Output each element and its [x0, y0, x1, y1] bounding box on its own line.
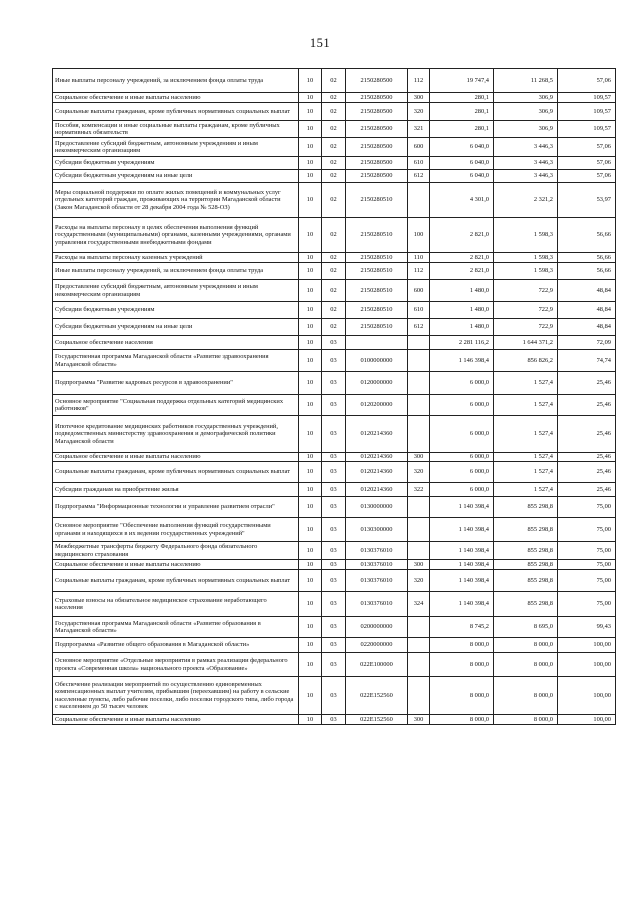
cell-vr: [408, 518, 430, 542]
cell-csr: 0130000000: [346, 497, 408, 518]
cell-vr: 322: [408, 483, 430, 497]
cell-pr: 02: [322, 103, 346, 121]
cell-vr: 300: [408, 93, 430, 103]
cell-vr: 600: [408, 138, 430, 157]
cell-pr: 02: [322, 138, 346, 157]
cell-csr: 2150280510: [346, 263, 408, 280]
cell-fact: 1 527,4: [494, 483, 558, 497]
cell-fact: 1 527,4: [494, 372, 558, 395]
table-row: [53, 183, 616, 218]
cell-vr: [408, 416, 430, 453]
cell-name: Социальное обеспечение и иные выплаты населению: [53, 560, 299, 570]
cell-fact: 722,9: [494, 319, 558, 336]
cell-vr: 324: [408, 592, 430, 617]
cell-rz: 10: [299, 183, 322, 218]
cell-name: Иные выплаты персоналу учреждений, за исключением фонда оплаты труда: [53, 69, 299, 93]
cell-pct: 75,00: [558, 560, 616, 570]
cell-csr: 2150280500: [346, 93, 408, 103]
cell-csr: 2150280500: [346, 170, 408, 183]
cell-pct: 48,84: [558, 302, 616, 319]
cell-fact: 8 000,0: [494, 715, 558, 725]
cell-vr: [408, 350, 430, 372]
cell-vr: 300: [408, 560, 430, 570]
cell-rz: 10: [299, 497, 322, 518]
cell-csr: 0200000000: [346, 617, 408, 638]
cell-pr: 02: [322, 170, 346, 183]
cell-vr: [408, 395, 430, 416]
cell-pct: 75,00: [558, 497, 616, 518]
cell-pct: 57,06: [558, 138, 616, 157]
cell-vr: 612: [408, 170, 430, 183]
cell-vr: 600: [408, 280, 430, 302]
cell-fact: 306,9: [494, 103, 558, 121]
cell-pct: 75,00: [558, 592, 616, 617]
cell-name: Социальное обеспечение и иные выплаты населению: [53, 93, 299, 103]
cell-rz: 10: [299, 170, 322, 183]
cell-plan: 2 821,0: [430, 263, 494, 280]
table-row: [53, 157, 616, 170]
cell-pct: 100,00: [558, 715, 616, 725]
cell-fact: 8 000,0: [494, 677, 558, 715]
cell-csr: 0130376010: [346, 542, 408, 560]
cell-rz: 10: [299, 350, 322, 372]
table-row: [53, 518, 616, 542]
cell-vr: 320: [408, 103, 430, 121]
cell-rz: 10: [299, 617, 322, 638]
cell-plan: 6 000,0: [430, 483, 494, 497]
cell-pr: 03: [322, 336, 346, 350]
cell-rz: 10: [299, 69, 322, 93]
cell-pct: 100,00: [558, 653, 616, 677]
cell-name: Ипотечное кредитование медицинских работников государственных учреждений, подведомственных министерству здравоохранения и демографической политики Магаданской области: [53, 416, 299, 453]
cell-pct: 75,00: [558, 518, 616, 542]
cell-fact: 722,9: [494, 302, 558, 319]
cell-csr: 022E100000: [346, 653, 408, 677]
table-row: [53, 121, 616, 138]
cell-csr: 0100000000: [346, 350, 408, 372]
cell-rz: 10: [299, 138, 322, 157]
cell-name: Субсидии бюджетным учреждениям: [53, 157, 299, 170]
cell-pct: 25,46: [558, 453, 616, 462]
cell-pct: 48,84: [558, 280, 616, 302]
cell-name: Межбюджетные трансферты бюджету Федерального фонда обязательного медицинского страхования: [53, 542, 299, 560]
cell-name: Социальное обеспечение и иные выплаты населению: [53, 715, 299, 725]
cell-fact: 1 527,4: [494, 416, 558, 453]
cell-vr: 612: [408, 319, 430, 336]
cell-pct: 56,66: [558, 253, 616, 263]
cell-name: Социальные выплаты гражданам, кроме публичных нормативных социальных выплат: [53, 462, 299, 483]
cell-name: Страховые взносы на обязательное медицинское страхование неработающего населения: [53, 592, 299, 617]
cell-name: Субсидии бюджетным учреждениям на иные цели: [53, 170, 299, 183]
cell-name: Подпрограмма "Развитие кадровых ресурсов в здравоохранении": [53, 372, 299, 395]
cell-plan: 19 747,4: [430, 69, 494, 93]
cell-csr: 2150280510: [346, 280, 408, 302]
cell-csr: 0130376010: [346, 560, 408, 570]
cell-rz: 10: [299, 302, 322, 319]
cell-csr: [346, 336, 408, 350]
cell-csr: 2150280510: [346, 302, 408, 319]
cell-csr: 2150280510: [346, 183, 408, 218]
cell-csr: 0120214360: [346, 462, 408, 483]
cell-pct: 74,74: [558, 350, 616, 372]
page-number: 151: [309, 36, 331, 50]
cell-fact: 8 000,0: [494, 653, 558, 677]
cell-pct: 109,57: [558, 103, 616, 121]
table-row: [53, 372, 616, 395]
cell-name: Социальное обеспечение населения: [53, 336, 299, 350]
cell-name: Подпрограмма "Информационные технологии и управление развитием отрасли": [53, 497, 299, 518]
cell-pr: 03: [322, 542, 346, 560]
cell-pr: 02: [322, 319, 346, 336]
cell-pct: 57,06: [558, 157, 616, 170]
cell-pr: 03: [322, 617, 346, 638]
cell-plan: 1 140 398,4: [430, 542, 494, 560]
cell-csr: 0130376010: [346, 592, 408, 617]
cell-plan: 1 480,0: [430, 280, 494, 302]
cell-plan: 1 140 398,4: [430, 570, 494, 592]
cell-name: Государственная программа Магаданской области «Развитие образования в Магаданской области»: [53, 617, 299, 638]
table-row: [53, 218, 616, 253]
cell-fact: 1 598,3: [494, 263, 558, 280]
cell-pct: 25,46: [558, 395, 616, 416]
table-row: [53, 462, 616, 483]
cell-fact: 855 298,8: [494, 570, 558, 592]
cell-pct: 57,06: [558, 170, 616, 183]
cell-plan: 8 000,0: [430, 653, 494, 677]
cell-vr: 610: [408, 157, 430, 170]
cell-csr: 0220000000: [346, 638, 408, 653]
cell-plan: 8 000,0: [430, 715, 494, 725]
table-row: [53, 263, 616, 280]
cell-csr: 2150280500: [346, 103, 408, 121]
cell-vr: [408, 617, 430, 638]
table-row: [53, 350, 616, 372]
budget-table: [52, 68, 616, 725]
cell-rz: 10: [299, 93, 322, 103]
cell-pct: 57,06: [558, 69, 616, 93]
cell-name: Иные выплаты персоналу учреждений, за исключением фонда оплаты труда: [53, 263, 299, 280]
cell-name: Социальные выплаты гражданам, кроме публичных нормативных социальных выплат: [53, 570, 299, 592]
cell-plan: 6 000,0: [430, 395, 494, 416]
cell-pct: 56,66: [558, 263, 616, 280]
cell-pr: 02: [322, 93, 346, 103]
cell-plan: 1 146 398,4: [430, 350, 494, 372]
cell-name: Социальные выплаты гражданам, кроме публичных нормативных социальных выплат: [53, 103, 299, 121]
cell-pr: 03: [322, 592, 346, 617]
cell-pr: 03: [322, 638, 346, 653]
cell-fact: 855 298,8: [494, 497, 558, 518]
cell-fact: 306,9: [494, 93, 558, 103]
cell-csr: 2150280500: [346, 157, 408, 170]
cell-rz: 10: [299, 218, 322, 253]
cell-csr: 2150280510: [346, 218, 408, 253]
cell-fact: 1 644 371,2: [494, 336, 558, 350]
cell-pct: 48,84: [558, 319, 616, 336]
table-row: [53, 395, 616, 416]
cell-pr: 03: [322, 560, 346, 570]
cell-rz: 10: [299, 677, 322, 715]
cell-pct: 72,09: [558, 336, 616, 350]
cell-pct: 100,00: [558, 677, 616, 715]
cell-vr: 320: [408, 570, 430, 592]
cell-name: Субсидии бюджетным учреждениям на иные цели: [53, 319, 299, 336]
cell-rz: 10: [299, 715, 322, 725]
cell-csr: 0130376010: [346, 570, 408, 592]
table-row: [53, 715, 616, 725]
cell-plan: 2 821,0: [430, 253, 494, 263]
cell-fact: 11 268,5: [494, 69, 558, 93]
cell-csr: 0120214360: [346, 453, 408, 462]
cell-fact: 1 598,3: [494, 253, 558, 263]
table-row: [53, 170, 616, 183]
cell-pct: 99,43: [558, 617, 616, 638]
cell-plan: 1 480,0: [430, 319, 494, 336]
cell-name: Основное мероприятие "Обеспечение выполнения функций государственными органами и находящихся в их ведении государственных учреждений": [53, 518, 299, 542]
cell-csr: 2150280500: [346, 121, 408, 138]
cell-plan: 8 000,0: [430, 677, 494, 715]
cell-rz: 10: [299, 263, 322, 280]
cell-rz: 10: [299, 372, 322, 395]
cell-csr: 0120000000: [346, 372, 408, 395]
cell-pr: 02: [322, 263, 346, 280]
table-row: [53, 497, 616, 518]
table-row: [53, 638, 616, 653]
cell-pr: 03: [322, 350, 346, 372]
cell-fact: 2 321,2: [494, 183, 558, 218]
cell-rz: 10: [299, 453, 322, 462]
cell-fact: 3 446,3: [494, 157, 558, 170]
cell-vr: 300: [408, 453, 430, 462]
cell-plan: 1 480,0: [430, 302, 494, 319]
cell-plan: 280,1: [430, 93, 494, 103]
cell-rz: 10: [299, 280, 322, 302]
cell-pr: 02: [322, 280, 346, 302]
cell-pr: 02: [322, 302, 346, 319]
cell-name: Подпрограмма «Развитие общего образования в Магаданской области»: [53, 638, 299, 653]
cell-pct: 25,46: [558, 372, 616, 395]
cell-csr: 0120200000: [346, 395, 408, 416]
cell-pr: 03: [322, 453, 346, 462]
cell-rz: 10: [299, 638, 322, 653]
cell-plan: 280,1: [430, 121, 494, 138]
cell-vr: 112: [408, 263, 430, 280]
cell-rz: 10: [299, 653, 322, 677]
cell-rz: 10: [299, 462, 322, 483]
table-row: [53, 69, 616, 93]
cell-pr: 03: [322, 715, 346, 725]
cell-csr: 0120214360: [346, 416, 408, 453]
cell-name: Предоставление субсидий бюджетным, автономным учреждениям и иным некоммерческим организациям: [53, 280, 299, 302]
cell-plan: 6 000,0: [430, 462, 494, 483]
cell-pr: 02: [322, 253, 346, 263]
cell-rz: 10: [299, 570, 322, 592]
cell-name: Предоставление субсидий бюджетным, автономным учреждениям и иным некоммерческим организациям: [53, 138, 299, 157]
cell-vr: [408, 372, 430, 395]
cell-vr: 112: [408, 69, 430, 93]
cell-name: Субсидии гражданам на приобретение жилья: [53, 483, 299, 497]
cell-rz: 10: [299, 483, 322, 497]
cell-pr: 03: [322, 653, 346, 677]
cell-name: Государственная программа Магаданской области «Развитие здравоохранения Магаданской области»: [53, 350, 299, 372]
cell-name: Основное мероприятие «Отдельные мероприятия в рамках реализации федерального проекта «Современная школа» национального проекта «Образование»: [53, 653, 299, 677]
cell-fact: 856 826,2: [494, 350, 558, 372]
cell-pr: 03: [322, 483, 346, 497]
cell-fact: 8 000,0: [494, 638, 558, 653]
cell-fact: 855 298,8: [494, 542, 558, 560]
cell-fact: 3 446,3: [494, 170, 558, 183]
cell-vr: [408, 336, 430, 350]
table-row: [53, 319, 616, 336]
table-row: [53, 336, 616, 350]
cell-vr: [408, 653, 430, 677]
cell-plan: 280,1: [430, 103, 494, 121]
cell-pct: 25,46: [558, 483, 616, 497]
cell-vr: [408, 677, 430, 715]
cell-plan: 6 040,0: [430, 170, 494, 183]
cell-fact: 855 298,8: [494, 518, 558, 542]
table-row: [53, 560, 616, 570]
cell-pr: 02: [322, 218, 346, 253]
cell-vr: [408, 497, 430, 518]
cell-csr: 022E152560: [346, 715, 408, 725]
cell-vr: 610: [408, 302, 430, 319]
cell-plan: 6 040,0: [430, 157, 494, 170]
cell-rz: 10: [299, 157, 322, 170]
cell-plan: 6 000,0: [430, 372, 494, 395]
cell-rz: 10: [299, 542, 322, 560]
table-row: [53, 542, 616, 560]
cell-vr: 320: [408, 462, 430, 483]
cell-pct: 25,46: [558, 462, 616, 483]
table-row: [53, 653, 616, 677]
cell-pr: 03: [322, 395, 346, 416]
cell-plan: 4 301,0: [430, 183, 494, 218]
cell-csr: 2150280510: [346, 319, 408, 336]
table-row: [53, 416, 616, 453]
cell-rz: 10: [299, 103, 322, 121]
cell-rz: 10: [299, 395, 322, 416]
cell-pct: 100,00: [558, 638, 616, 653]
table-row: [53, 592, 616, 617]
cell-pr: 03: [322, 570, 346, 592]
cell-name: Меры социальной поддержки по оплате жилых помещений и коммунальных услуг отдельных категорий граждан, проживающих на территории Магаданской области (Закон Магаданской области от 28 декабря 2004 года № 528-ОЗ): [53, 183, 299, 218]
cell-name: Основное мероприятие "Социальная поддержка отдельных категорий медицинских работников": [53, 395, 299, 416]
cell-pct: 25,46: [558, 416, 616, 453]
cell-vr: [408, 183, 430, 218]
cell-rz: 10: [299, 121, 322, 138]
cell-csr: 0130300000: [346, 518, 408, 542]
cell-name: Расходы на выплаты персоналу казенных учреждений: [53, 253, 299, 263]
table-row: [53, 677, 616, 715]
cell-name: Социальное обеспечение и иные выплаты населению: [53, 453, 299, 462]
cell-fact: 722,9: [494, 280, 558, 302]
cell-pr: 03: [322, 462, 346, 483]
cell-csr: 022E152560: [346, 677, 408, 715]
cell-csr: 2150280500: [346, 69, 408, 93]
cell-pr: 03: [322, 677, 346, 715]
cell-fact: 1 527,4: [494, 462, 558, 483]
cell-plan: 2 281 116,2: [430, 336, 494, 350]
cell-fact: 855 298,8: [494, 560, 558, 570]
table-row: [53, 280, 616, 302]
table-row: [53, 302, 616, 319]
table-row: [53, 483, 616, 497]
cell-name: Субсидии бюджетным учреждениям: [53, 302, 299, 319]
table-row: [53, 93, 616, 103]
cell-fact: 3 446,3: [494, 138, 558, 157]
table-row: [53, 253, 616, 263]
cell-pr: 03: [322, 497, 346, 518]
cell-rz: 10: [299, 518, 322, 542]
cell-fact: 8 695,0: [494, 617, 558, 638]
cell-plan: 6 040,0: [430, 138, 494, 157]
cell-plan: 6 000,0: [430, 453, 494, 462]
cell-vr: 321: [408, 121, 430, 138]
cell-vr: 110: [408, 253, 430, 263]
cell-rz: 10: [299, 319, 322, 336]
cell-pct: 75,00: [558, 570, 616, 592]
cell-fact: 306,9: [494, 121, 558, 138]
cell-name: Обеспечение реализации мероприятий по осуществлению единовременных компенсационных выплат учителям, прибывшим (переехавшим) на работу в сельские населенные пункты, либо рабочие поселки, либо поселки городского типа, либо города с населением до 50 тысяч человек: [53, 677, 299, 715]
cell-rz: 10: [299, 253, 322, 263]
cell-csr: 2150280510: [346, 253, 408, 263]
cell-plan: 1 140 398,4: [430, 518, 494, 542]
cell-fact: 855 298,8: [494, 592, 558, 617]
cell-fact: 1 527,4: [494, 395, 558, 416]
table-row: [53, 138, 616, 157]
cell-name: Расходы на выплаты персоналу в целях обеспечения выполнения функций государственными (муниципальными) органами, казенными учреждениями, органами управления государственными внебюджетными фондами: [53, 218, 299, 253]
cell-pr: 02: [322, 157, 346, 170]
cell-pct: 56,66: [558, 218, 616, 253]
cell-rz: 10: [299, 560, 322, 570]
cell-vr: 300: [408, 715, 430, 725]
cell-vr: [408, 542, 430, 560]
cell-vr: [408, 638, 430, 653]
cell-rz: 10: [299, 416, 322, 453]
cell-pr: 02: [322, 121, 346, 138]
cell-plan: 8 745,2: [430, 617, 494, 638]
cell-plan: 1 140 398,4: [430, 560, 494, 570]
table-row: [53, 570, 616, 592]
cell-rz: 10: [299, 336, 322, 350]
cell-plan: 6 000,0: [430, 416, 494, 453]
cell-vr: 100: [408, 218, 430, 253]
table-row: [53, 453, 616, 462]
cell-plan: 2 821,0: [430, 218, 494, 253]
cell-pct: 53,97: [558, 183, 616, 218]
cell-pr: 02: [322, 183, 346, 218]
cell-name: Пособия, компенсации и иные социальные выплаты гражданам, кроме публичных нормативных обязательств: [53, 121, 299, 138]
cell-rz: 10: [299, 592, 322, 617]
cell-pct: 109,57: [558, 121, 616, 138]
cell-csr: 2150280500: [346, 138, 408, 157]
cell-pr: 02: [322, 69, 346, 93]
cell-plan: 1 140 398,4: [430, 497, 494, 518]
table-row: [53, 617, 616, 638]
cell-pr: 03: [322, 372, 346, 395]
cell-fact: 1 527,4: [494, 453, 558, 462]
table-row: [53, 103, 616, 121]
cell-plan: 1 140 398,4: [430, 592, 494, 617]
cell-pr: 03: [322, 416, 346, 453]
cell-pct: 75,00: [558, 542, 616, 560]
cell-plan: 8 000,0: [430, 638, 494, 653]
cell-pr: 03: [322, 518, 346, 542]
cell-pct: 109,57: [558, 93, 616, 103]
cell-fact: 1 598,3: [494, 218, 558, 253]
cell-csr: 0120214360: [346, 483, 408, 497]
